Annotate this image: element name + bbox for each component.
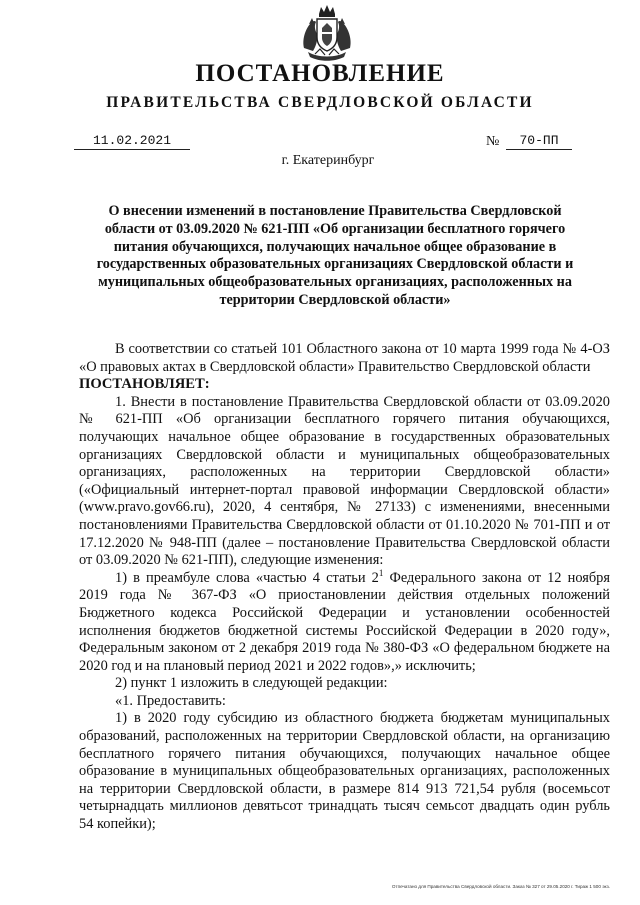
document-number: 70-ПП — [519, 133, 559, 148]
superscript: 1 — [378, 567, 384, 578]
decree-word: ПОСТАНОВЛЯЕТ: — [79, 376, 210, 393]
issuing-authority: ПРАВИТЕЛЬСТВА СВЕРДЛОВСКОЙ ОБЛАСТИ — [106, 94, 534, 111]
paragraph-2-part-b: Федерального закона от 12 ноября 2019 года № 367-ФЗ «О приостановлении действия отдельных положений Бюджетного кодекса Российской Федерации и установлении особенностей исполнения бюджетов бюджетной системы Российской Федерации в 2020 году», Федеральным законом от 2 декабря 2019 года № 380-ФЗ «О федеральном бюджете на 2020 год и на плановый период 2021 и 2022 годов»,» исключить; — [79, 569, 610, 674]
preamble-paragraph: В соответствии со статьей 101 Областного закона от 10 марта 1999 года № 4-ОЗ «О правовых актах в Свердловской области» Правительство Свердловской области — [79, 341, 610, 375]
document-date: 11.02.2021 — [92, 133, 171, 148]
document-body — [79, 341, 610, 834]
date-underline — [74, 149, 190, 150]
number-underline — [506, 149, 572, 150]
paragraph-4: «1. Предоставить: — [115, 692, 226, 709]
coat-of-arms-emblem-icon — [300, 4, 354, 62]
paragraph-5: 1) в 2020 году субсидию из областного бюджета бюджетам муниципальных образований, расположенных на территории Свердловской области, на организацию бесплатного горячего питания обучающихся, получающих начальное общее образование в муниципальных общеобразовательных организациях, расположенных на территории Свердловской области, в размере 814 913 721,54 рубля (восемьсот четырнадцать миллионов девятьсот тринадцать тысяч семьсот двадцать один рубль 54 копейки); — [79, 710, 610, 833]
paragraph-3: 2) пункт 1 изложить в следующей редакции: — [115, 675, 388, 692]
document-type-title: ПОСТАНОВЛЕНИЕ — [195, 60, 445, 87]
city: г. Екатеринбург — [281, 153, 375, 168]
paragraph-2-part-a: 1) в преамбуле слова «частью 4 статьи 2 — [115, 569, 379, 586]
print-footer: Отпечатано для Правительства Свердловской области. Заказ № 327 от 29.05.2020 г. Тираж 1 500 экз. — [391, 884, 610, 889]
number-label: № — [486, 134, 500, 149]
paragraph-2 — [79, 567, 610, 676]
paragraph-1: 1. Внести в постановление Правительства Свердловской области от 03.09.2020 № 621-ПП «Об организации бесплатного горячего питания обучающихся, получающих начальное общее образование в государственных образовательных организациях Свердловской области и муниципальных общеобразовательных организациях, расположенных на территории Свердловской области» («Официальный интернет-портал правовой информации Свердловской области» (www.pravo.gov66.ru), 2020, 4 сентября, № 27133) с изменениями, внесенными постановлениями Правительства Свердловской области от 01.10.2020 № 701-ПП и от 17.12.2020 № 948-ПП (далее – постановление Правительства Свердловской области от 03.09.2020 № 621-ПП), следующие изменения: — [79, 393, 610, 569]
document-heading: О внесении изменений в постановление Правительства Свердловской области от 03.09.2020 № 621-ПП «Об организации бесплатного горячего питания обучающихся, получающих начальное общее образование в государственных образовательных организациях Свердловской области и муниципальных общеобразовательных организациях, расположенных на территории Свердловской области» — [96, 203, 574, 308]
